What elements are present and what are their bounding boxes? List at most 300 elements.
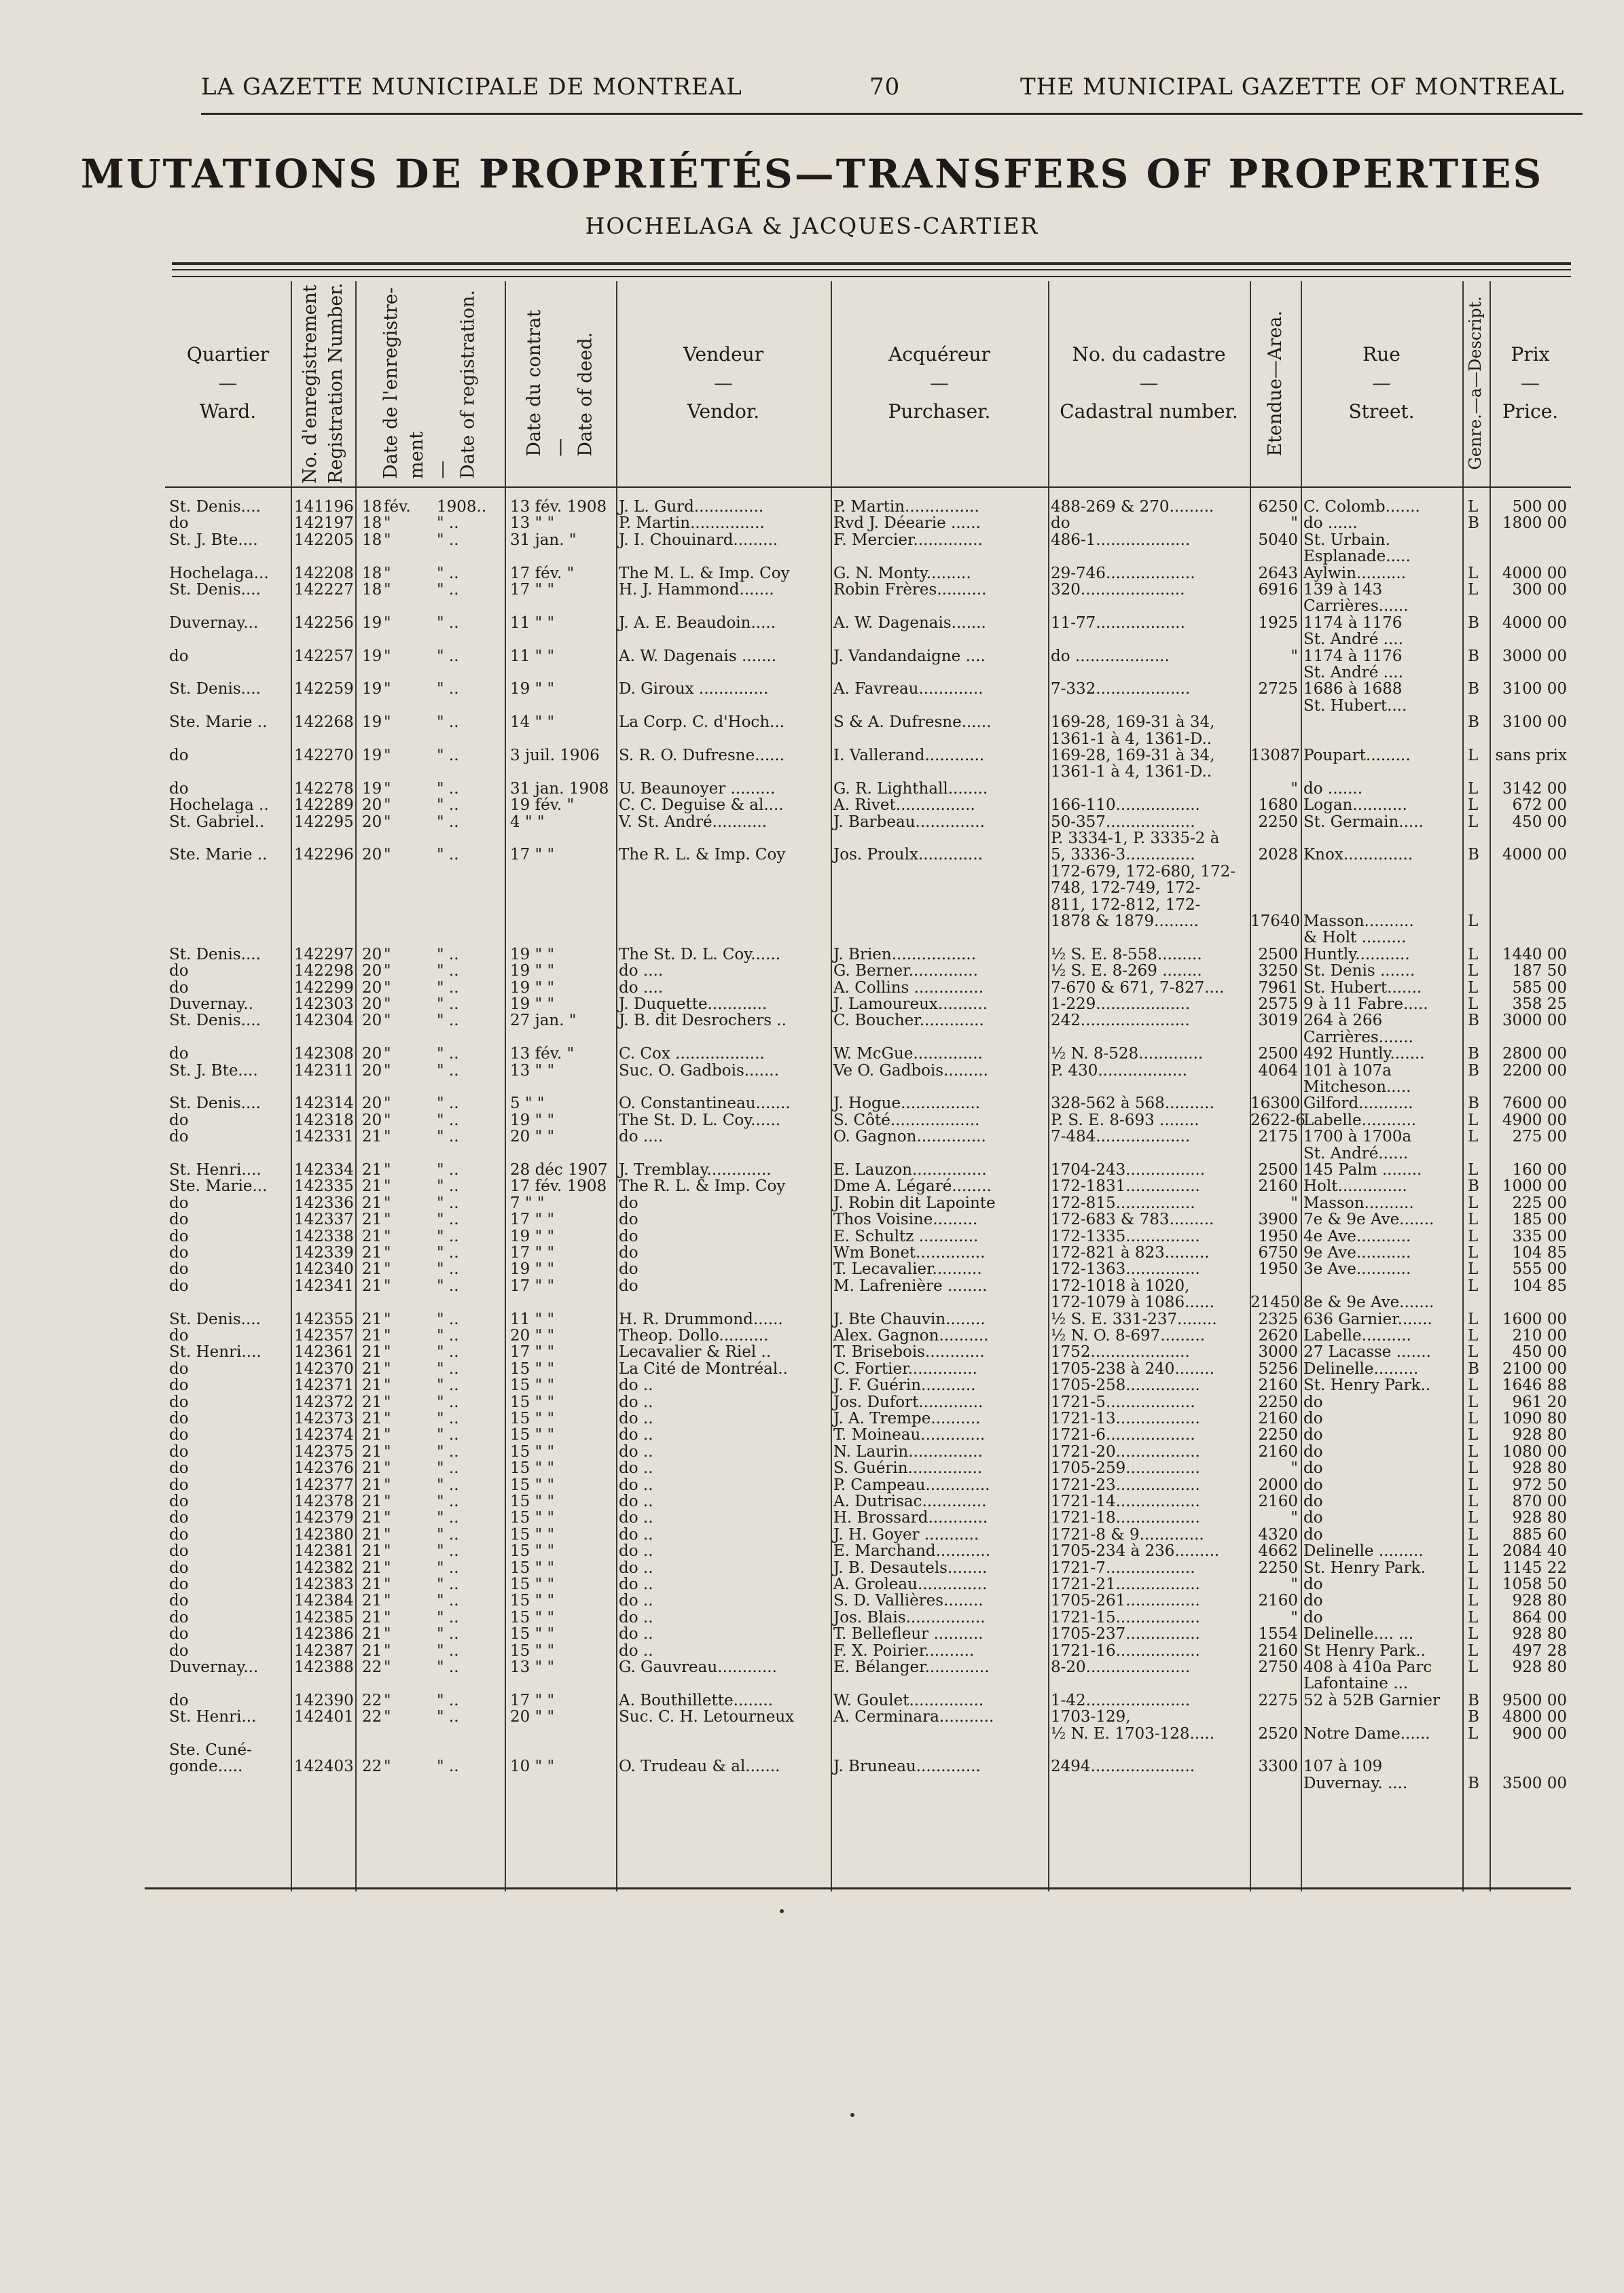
cell-area: 1680 — [1258, 796, 1298, 815]
cell-y: " .. — [437, 796, 459, 815]
cell-k: L — [1468, 779, 1479, 798]
table-row — [165, 1394, 1571, 1410]
header-price — [1490, 281, 1571, 485]
cell-k: L — [1468, 1724, 1479, 1743]
cell-ward: St. Denis.... — [169, 1095, 261, 1113]
cell-purchaser: A. Dutrisac............. — [833, 1493, 987, 1510]
cell-purchaser: N. Laurin............... — [833, 1442, 983, 1461]
cell-street: do ....... — [1303, 779, 1363, 798]
cell-purchaser: J. H. Goyer ........... — [833, 1525, 979, 1544]
table-row — [165, 1328, 1571, 1344]
cell-m: " — [384, 1310, 391, 1328]
cell-d: 21 — [362, 1525, 382, 1544]
cell-reg: 142197 — [294, 514, 354, 533]
cell-ward: Duvernay... — [169, 614, 259, 632]
cell-area: 5256 — [1258, 1359, 1298, 1378]
cell-area: " — [1291, 1576, 1298, 1593]
cell-y: " .. — [437, 1559, 459, 1577]
cell-purchaser: G. N. Monty......... — [833, 564, 971, 582]
cell-area: 2622-6 — [1250, 1111, 1305, 1129]
cell-price: 335 00 — [1512, 1227, 1567, 1245]
cell-cad: ½ S. E. 8-558......... — [1051, 945, 1202, 963]
table-row — [165, 714, 1571, 730]
cell-price: 928 80 — [1512, 1592, 1567, 1610]
cell-y: " .. — [437, 1691, 459, 1709]
cell-d: 21 — [362, 1128, 382, 1146]
cell-ward: St. Denis.... — [169, 1310, 261, 1328]
cell-y: " .. — [437, 1658, 459, 1676]
cell-price: 2800 00 — [1502, 1045, 1567, 1063]
cell-k: B — [1468, 846, 1479, 864]
cell-street: 492 Huntly....... — [1303, 1045, 1425, 1063]
cell-street: do — [1303, 1525, 1323, 1544]
cell-price: 3100 00 — [1502, 680, 1567, 698]
cell-k: L — [1468, 1525, 1479, 1544]
cell-street: Notre Dame...... — [1303, 1724, 1430, 1743]
cell-k: L — [1468, 1111, 1479, 1129]
header-ward — [165, 281, 291, 485]
cell-k: L — [1468, 1310, 1479, 1328]
cell-d: 22 — [362, 1658, 382, 1676]
cell-m: " — [384, 1012, 391, 1030]
cell-vendor: H. R. Drummond...... — [619, 1310, 783, 1328]
cell-d: 20 — [362, 995, 382, 1013]
cell-m: " — [384, 1327, 391, 1345]
cell-cad: 1705-237............... — [1051, 1625, 1200, 1643]
cell-cad: P. S. E. 8-693 ........ — [1051, 1111, 1199, 1129]
table-row — [165, 1294, 1571, 1311]
table-row — [165, 532, 1571, 548]
cell-d: 20 — [362, 1111, 382, 1129]
table-row — [165, 515, 1571, 531]
cell-vendor: Suc. O. Gadbois....... — [619, 1061, 779, 1080]
cell-k: L — [1468, 813, 1479, 831]
cell-y: " .. — [437, 1525, 459, 1544]
cell-reg: 142311 — [294, 1061, 354, 1080]
cell-deed: 15 " " — [510, 1592, 555, 1610]
cell-ward: do — [169, 1327, 189, 1345]
cell-reg: 142334 — [294, 1161, 354, 1179]
cell-cad: 169-28, 169-31 à 34, — [1051, 747, 1215, 764]
cell-area: 1950 — [1258, 1227, 1298, 1245]
cell-m: " — [384, 779, 391, 798]
cell-m: " — [384, 1095, 391, 1113]
table-row — [165, 1095, 1571, 1112]
cell-deed: 13 " " — [510, 514, 555, 533]
cell-deed: 19 " " — [510, 962, 555, 980]
cell-area: 2160 — [1258, 1376, 1298, 1395]
cell-d: 19 — [362, 680, 382, 698]
cell-m: " — [384, 1493, 391, 1510]
cell-ward: do — [169, 1525, 189, 1544]
cell-y: " .. — [437, 846, 459, 864]
cell-cad: 11-77.................. — [1051, 614, 1185, 632]
cell-d: 21 — [362, 1260, 382, 1279]
cell-cad: 172-821 à 823......... — [1051, 1244, 1210, 1262]
cell-k: L — [1468, 1161, 1479, 1179]
cell-reg: 142256 — [294, 614, 354, 632]
cell-street: Gilford........... — [1303, 1095, 1413, 1113]
cell-purchaser: G. R. Lighthall........ — [833, 779, 988, 798]
cell-purchaser: P. Campeau............. — [833, 1476, 990, 1494]
cell-d: 21 — [362, 1509, 382, 1527]
cell-reg: 142289 — [294, 796, 354, 815]
table-row — [165, 615, 1571, 631]
cell-cad: 1721-20................. — [1051, 1442, 1200, 1461]
cell-cad: ½ N. O. 8-697......... — [1051, 1327, 1206, 1345]
cell-d: 21 — [362, 1592, 382, 1610]
cell-k: L — [1468, 498, 1479, 516]
cell-area: 6916 — [1258, 581, 1298, 599]
cell-purchaser: A. Collins .............. — [833, 978, 984, 997]
cell-deed: 19 " " — [510, 945, 555, 963]
cell-street: 1174 à 1176 — [1303, 614, 1403, 632]
cell-purchaser: Wm Bonet.............. — [833, 1244, 986, 1262]
cell-m: " — [384, 1658, 391, 1676]
table-row — [165, 1261, 1571, 1277]
cell-m: " — [384, 1359, 391, 1378]
table-row — [165, 864, 1571, 880]
cell-area: 16300 — [1250, 1095, 1301, 1113]
cell-vendor: do .. — [619, 1592, 653, 1610]
cell-deed: 15 " " — [510, 1525, 555, 1544]
table-row — [165, 1626, 1571, 1642]
cell-price: 2200 00 — [1502, 1061, 1567, 1080]
cell-m: " — [384, 1410, 391, 1427]
page-number: 70 — [869, 73, 901, 101]
cell-vendor: do .... — [619, 962, 664, 980]
cell-street: do — [1303, 1459, 1323, 1478]
cell-purchaser: Dme A. Légaré........ — [833, 1177, 992, 1196]
cell-m: " — [384, 1509, 391, 1527]
cell-cad: 486-1................... — [1051, 531, 1191, 549]
cell-cad: 1878 & 1879......... — [1051, 912, 1199, 930]
cell-m: " — [384, 1194, 391, 1212]
table-row — [165, 1311, 1571, 1328]
cell-vendor: do .. — [619, 1442, 653, 1461]
cell-price: 1080 00 — [1502, 1442, 1567, 1461]
cell-street: do — [1303, 1393, 1323, 1411]
cell-deed: 17 " " — [510, 846, 555, 864]
cell-cad: 1361-1 à 4, 1361-D.. — [1051, 730, 1212, 748]
cell-reg: 142383 — [294, 1576, 354, 1593]
cell-purchaser: J. A. Trempe.......... — [833, 1410, 981, 1427]
cell-y: " .. — [437, 962, 459, 980]
header-kind — [1462, 281, 1490, 485]
cell-price: 2084 40 — [1502, 1542, 1567, 1561]
cell-street: Knox.............. — [1303, 846, 1413, 864]
cell-deed: 19 " " — [510, 978, 555, 997]
cell-area: 1554 — [1258, 1625, 1298, 1643]
cell-k: B — [1468, 1359, 1479, 1378]
cell-ward: do — [169, 1111, 189, 1129]
cell-cad: 50-357.................. — [1051, 813, 1195, 831]
cell-vendor: do .. — [619, 1559, 653, 1577]
cell-y: " .. — [437, 813, 459, 831]
cell-reg: 142375 — [294, 1442, 354, 1461]
running-header-french: LA GAZETTE MUNICIPALE DE MONTREAL — [201, 73, 742, 101]
cell-y: " .. — [437, 1608, 459, 1627]
cell-k: L — [1468, 1625, 1479, 1643]
cell-price: 1000 00 — [1502, 1177, 1567, 1196]
cell-vendor: A. W. Dagenais ....... — [619, 647, 777, 665]
cell-price: 275 00 — [1512, 1128, 1567, 1146]
table-bottom-rule — [145, 1887, 1571, 1889]
table-row — [165, 1560, 1571, 1576]
table-row — [165, 698, 1571, 714]
cell-vendor: do — [619, 1277, 638, 1295]
cell-m: " — [384, 1111, 391, 1129]
table-row — [165, 1063, 1571, 1079]
cell-vendor: do — [619, 1194, 638, 1212]
cell-d: 20 — [362, 1045, 382, 1063]
cell-m: " — [384, 1542, 391, 1561]
cell-y: " .. — [437, 1111, 459, 1129]
cell-d: 21 — [362, 1410, 382, 1427]
cell-cad: 7-670 & 671, 7-827.... — [1051, 978, 1225, 997]
cell-d: 18 — [362, 564, 382, 582]
cell-purchaser: A. Cerminara........... — [833, 1708, 994, 1726]
cell-purchaser: T. Brisebois............ — [833, 1343, 985, 1362]
cell-price: 500 00 — [1512, 498, 1567, 516]
header-bottom-rule — [165, 486, 1571, 488]
cell-price: 4000 00 — [1502, 614, 1567, 632]
cell-street: do — [1303, 1493, 1323, 1510]
cell-ward: do — [169, 962, 189, 980]
cell-ward: do — [169, 779, 189, 798]
cell-cad: ½ S. E. 8-269 ........ — [1051, 962, 1202, 980]
table-row — [165, 897, 1571, 913]
cell-street: do — [1303, 1509, 1323, 1527]
cell-cad: 169-28, 169-31 à 34, — [1051, 713, 1215, 732]
cell-m: " — [384, 531, 391, 549]
cell-ward: do — [169, 1426, 189, 1444]
cell-deed: 19 " " — [510, 1260, 555, 1279]
cell-ward: gonde..... — [169, 1758, 243, 1776]
cell-area: 4662 — [1258, 1542, 1298, 1561]
table-top-rule-2 — [172, 269, 1571, 270]
cell-ward: do — [169, 1476, 189, 1494]
cell-ward: St. Denis.... — [169, 680, 261, 698]
cell-y: " .. — [437, 1227, 459, 1245]
header-price-text: Prix — Price. — [1502, 343, 1559, 423]
cell-reg: 142386 — [294, 1625, 354, 1643]
cell-street: 408 à 410a Parc — [1303, 1658, 1432, 1676]
cell-cad: 1705-258............... — [1051, 1376, 1200, 1395]
cell-ward: do — [169, 1625, 189, 1643]
cell-price: 864 00 — [1512, 1608, 1567, 1627]
cell-street: St. André .... — [1303, 630, 1403, 649]
cell-street: 107 à 109 — [1303, 1758, 1383, 1776]
cell-vendor: V. St. André........... — [619, 813, 768, 831]
cell-street: do — [1303, 1410, 1323, 1427]
cell-y: " .. — [437, 1758, 459, 1776]
cell-d: 21 — [362, 1459, 382, 1478]
cell-d: 20 — [362, 796, 382, 815]
cell-k: L — [1468, 1277, 1479, 1295]
cell-deed: 15 " " — [510, 1576, 555, 1593]
cell-ward: do — [169, 514, 189, 533]
header-purchaser-text: Acquéreur — Purchaser. — [888, 343, 991, 423]
cell-reg: 142337 — [294, 1211, 354, 1229]
cell-y: " .. — [437, 1327, 459, 1345]
cell-cad: 320..................... — [1051, 581, 1185, 599]
cell-street: Lafontaine ... — [1303, 1675, 1409, 1693]
cell-k: B — [1468, 614, 1479, 632]
cell-k: B — [1468, 1177, 1479, 1196]
cell-street: Poupart......... — [1303, 747, 1411, 764]
table-row — [165, 880, 1571, 896]
cell-k: L — [1468, 1608, 1479, 1627]
cell-ward: do — [169, 1045, 189, 1063]
cell-street: 52 à 52B Garnier — [1303, 1691, 1440, 1709]
table-row — [165, 1576, 1571, 1593]
header-reg-date — [355, 281, 505, 485]
cell-ward: St. Gabriel.. — [169, 813, 265, 831]
cell-vendor: do .. — [619, 1410, 653, 1427]
cell-street: Esplanade..... — [1303, 548, 1411, 566]
cell-cad: 811, 172-812, 172- — [1051, 895, 1201, 914]
cell-d: 19 — [362, 747, 382, 764]
cell-deed: 17 fév. " — [510, 564, 575, 582]
cell-reg: 142370 — [294, 1359, 354, 1378]
cell-price: 3000 00 — [1502, 647, 1567, 665]
cell-deed: 13 " " — [510, 1061, 555, 1080]
cell-vendor: do — [619, 1260, 638, 1279]
cell-reg: 142403 — [294, 1758, 354, 1776]
cell-d: 18 — [362, 581, 382, 599]
cell-k: L — [1468, 1559, 1479, 1577]
cell-purchaser: A. Groleau.............. — [833, 1576, 988, 1593]
table-row — [165, 1543, 1571, 1559]
cell-ward: do — [169, 1459, 189, 1478]
cell-purchaser: Jos. Blais................ — [833, 1608, 986, 1627]
cell-deed: 13 " " — [510, 1658, 555, 1676]
cell-y: " .. — [437, 1260, 459, 1279]
cell-purchaser: A. W. Dagenais....... — [833, 614, 986, 632]
cell-street: Labelle........... — [1303, 1111, 1417, 1129]
cell-cad: 2494..................... — [1051, 1758, 1195, 1776]
cell-deed: 17 " " — [510, 1211, 555, 1229]
cell-purchaser: Ve O. Gadbois......... — [833, 1061, 988, 1080]
cell-ward: do — [169, 1691, 189, 1709]
cell-price: 928 80 — [1512, 1658, 1567, 1676]
cell-area: 2160 — [1258, 1442, 1298, 1461]
cell-street: 264 à 266 — [1303, 1012, 1383, 1030]
cell-reg: 142304 — [294, 1012, 354, 1030]
cell-price: 450 00 — [1512, 813, 1567, 831]
cell-y: " .. — [437, 945, 459, 963]
table-row — [165, 1643, 1571, 1659]
cell-area: 3019 — [1258, 1012, 1298, 1030]
cell-area: 2160 — [1258, 1493, 1298, 1510]
cell-d: 20 — [362, 945, 382, 963]
cell-m: " — [384, 1061, 391, 1080]
table-row — [165, 996, 1571, 1012]
cell-m: " — [384, 1758, 391, 1776]
cell-reg: 142355 — [294, 1310, 354, 1328]
cell-street: 9 à 11 Fabre..... — [1303, 995, 1428, 1013]
transfers-table — [165, 281, 1571, 1891]
cell-reg: 142372 — [294, 1393, 354, 1411]
cell-k: L — [1468, 581, 1479, 599]
cell-cad: 1721-13................. — [1051, 1410, 1200, 1427]
cell-purchaser: F. Mercier.............. — [833, 531, 983, 549]
cell-area: 2575 — [1258, 995, 1298, 1013]
header-cadastre-text: No. du cadastre — Cadastral number. — [1060, 343, 1238, 423]
cell-k: L — [1468, 564, 1479, 582]
cell-street: 4e Ave........... — [1303, 1227, 1411, 1245]
cell-k: L — [1468, 1641, 1479, 1660]
cell-area: 2620 — [1258, 1327, 1298, 1345]
cell-street: Logan........... — [1303, 796, 1407, 815]
cell-m: " — [384, 813, 391, 831]
cell-y: " .. — [437, 1012, 459, 1030]
cell-price: 9500 00 — [1502, 1691, 1567, 1709]
cell-vendor: J. I. Chouinard......... — [619, 531, 778, 549]
cell-ward: do — [169, 1277, 189, 1295]
cell-k: L — [1468, 1658, 1479, 1676]
cell-street: 9e Ave........... — [1303, 1244, 1411, 1262]
table-row — [165, 1145, 1571, 1162]
cell-ward: Ste. Marie .. — [169, 713, 268, 732]
cell-area: 2028 — [1258, 846, 1298, 864]
cell-cad: 5, 3336-3.............. — [1051, 846, 1195, 864]
cell-y: " .. — [437, 514, 459, 533]
running-header-english: THE MUNICIPAL GAZETTE OF MONTREAL — [1020, 73, 1565, 101]
cell-street: St. Hubert....... — [1303, 978, 1422, 997]
cell-area: 2750 — [1258, 1658, 1298, 1676]
cell-area: 3300 — [1258, 1758, 1298, 1776]
cell-cad: ½ N. 8-528............. — [1051, 1045, 1204, 1063]
cell-ward: St. Denis.... — [169, 1012, 261, 1030]
table-row — [165, 963, 1571, 979]
table-row — [165, 565, 1571, 582]
cell-purchaser: J. Brien................. — [833, 945, 977, 963]
cell-d: 20 — [362, 1012, 382, 1030]
cell-ward: do — [169, 1194, 189, 1212]
cell-reg: 142380 — [294, 1525, 354, 1544]
cell-k: B — [1468, 1061, 1479, 1080]
cell-street: 7e & 9e Ave....... — [1303, 1211, 1434, 1229]
cell-area: " — [1291, 647, 1298, 665]
cell-area: 2250 — [1258, 1559, 1298, 1577]
cell-reg: 142295 — [294, 813, 354, 831]
cell-k: L — [1468, 1542, 1479, 1561]
cell-price: 225 00 — [1512, 1194, 1567, 1212]
cell-cad: 172-815................ — [1051, 1194, 1195, 1212]
cell-y: " .. — [437, 1310, 459, 1328]
cell-deed: 20 " " — [510, 1327, 555, 1345]
cell-street: 145 Palm ........ — [1303, 1161, 1422, 1179]
cell-ward: St. Henri... — [169, 1708, 257, 1726]
cell-area: 17640 — [1250, 912, 1301, 930]
cell-purchaser: A. Favreau............. — [833, 680, 984, 698]
cell-cad: 1752.................... — [1051, 1343, 1190, 1362]
cell-m: " — [384, 1177, 391, 1196]
cell-reg: 142371 — [294, 1376, 354, 1395]
cell-d: 20 — [362, 962, 382, 980]
cell-ward: Ste. Marie .. — [169, 846, 268, 864]
cell-deed: 4 " " — [510, 813, 545, 831]
cell-ward: do — [169, 1260, 189, 1279]
cell-k: L — [1468, 945, 1479, 963]
cell-d: 20 — [362, 846, 382, 864]
cell-y: " .. — [437, 614, 459, 632]
cell-ward: do — [169, 978, 189, 997]
cell-y: " .. — [437, 1459, 459, 1478]
cell-area: " — [1291, 1194, 1298, 1212]
